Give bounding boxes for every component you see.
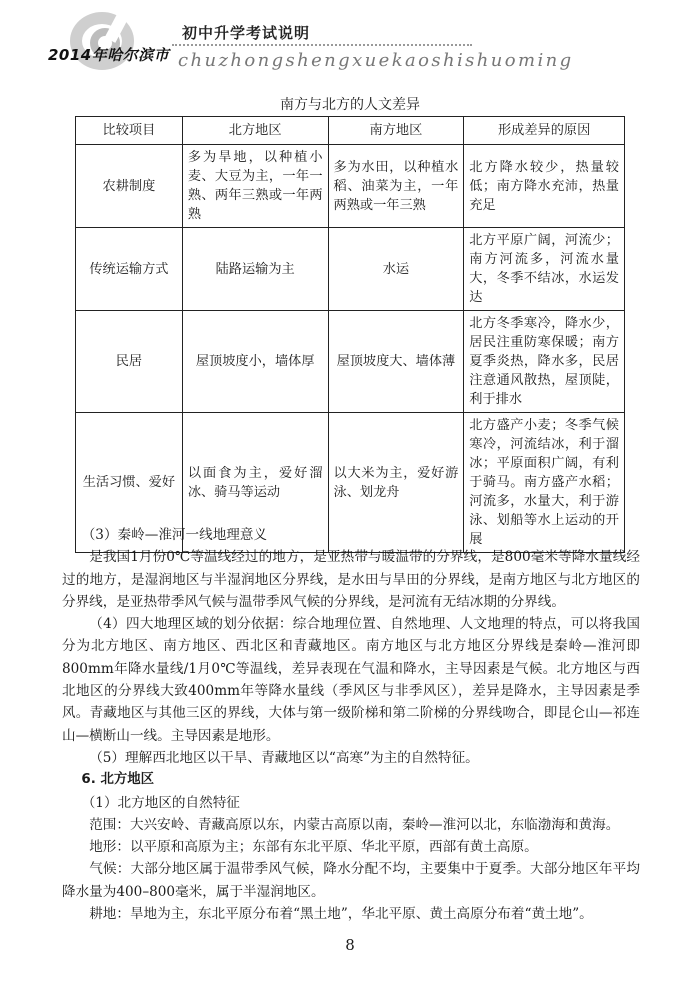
section-heading: 6. 北方地区 xyxy=(81,772,155,788)
table-row xyxy=(76,145,625,228)
table-title: 南方与北方的人文差异 xyxy=(280,97,420,113)
paragraph: （4）四大地理区域的划分依据：综合地理位置、自然地理、人文地理的特点，可以将我国分为北方地区、南方地区、西北区和青藏地区。南方地区与北方地区分界线是秦岭—淮河即800mm年降水量线/1月0℃等温线，差异表现在气温和降水，主导因素是气候。北方地区与西北地区的分界线大致400mm年等降水量线（季风区与非季风区），差异是降水，主导因素是季风。青藏地区与其他三区的界线，大体与第一级阶梯和第二阶梯的分界线吻合，即昆仑山—祁连山—横断山一线。主导因素是地形。 xyxy=(62,616,640,744)
book-title: 初中升学考试说明 xyxy=(182,24,311,42)
comparison-table xyxy=(75,116,625,553)
header-dotted-divider xyxy=(172,44,472,46)
paragraph: 是我国1月份0℃等温线经过的地方，是亚热带与暖温带的分界线，是800毫米等降水量线经过的地方，是湿润地区与半湿润地区分界线，是水田与旱田的分界线，是南方地区与北方地区的分界线，是亚热带季风气候与温带季风气候的分界线，是河流有无结冰期的分界线。 xyxy=(62,549,640,610)
table-cell-item: 民居 xyxy=(76,311,183,413)
table-header-cell: 南方地区 xyxy=(328,117,464,145)
subsection-heading: （3）秦岭—淮河一线地理意义 xyxy=(81,527,268,543)
page-number: 8 xyxy=(345,936,355,954)
paragraph: 气候：大部分地区属于温带季风气候，降水分配不均，主要集中于夏季。大部分地区年平均降水量为400–800毫米，属于半湿润地区。 xyxy=(62,861,640,900)
table-row xyxy=(76,228,625,311)
table-cell: 多为旱地，以种植小麦、大豆为主，一年一熟、两年三熟或一年两熟 xyxy=(182,145,328,228)
paragraph: （5）理解西北地区以干旱、青藏地区以“高寒”为主的自然特征。 xyxy=(89,749,479,766)
table-cell-item: 生活习惯、爱好 xyxy=(76,413,183,553)
year-title: 2014年哈尔滨市 xyxy=(48,46,170,64)
table-cell: 北方冬季寒冷，降水少，居民注重防寒保暖；南方夏季炎热，降水多，民居注意通风散热，屋顶陡，利于排水 xyxy=(464,311,625,413)
body-text xyxy=(62,524,640,925)
table-header-cell: 形成差异的原因 xyxy=(464,117,625,145)
table-header-cell: 比较项目 xyxy=(76,117,183,145)
table-cell: 北方盛产小麦；冬季气候寒冷，河流结冰，利于溜冰；平原面积广阔，有利于骑马。南方盛产水稻；河流多，水量大，利于游泳、划船等水上运动的开展 xyxy=(464,413,625,553)
table-header-cell: 北方地区 xyxy=(182,117,328,145)
table-cell-item: 传统运输方式 xyxy=(76,228,183,311)
circle-logo-icon xyxy=(64,8,142,76)
table-cell: 北方平原广阔，河流少；南方河流多，河流水量大，冬季不结冰，水运发达 xyxy=(464,228,625,311)
table-cell: 屋顶坡度大、墙体薄 xyxy=(328,311,464,413)
table-cell: 北方降水较少，热量较低；南方降水充沛，热量充足 xyxy=(464,145,625,228)
book-title-pinyin: chuzhongshengxuekaoshishuoming xyxy=(178,50,574,71)
paragraph: 耕地：旱地为主，东北平原分布着“黑土地”，华北平原、黄土高原分布着“黄土地”。 xyxy=(89,906,593,923)
table-cell: 屋顶坡度小，墙体厚 xyxy=(182,311,328,413)
table-cell: 水运 xyxy=(328,228,464,311)
table-cell: 陆路运输为主 xyxy=(182,228,328,311)
paragraph: 范围：大兴安岭、青藏高原以东，内蒙古高原以南，秦岭—淮河以北，东临渤海和黄海。 xyxy=(89,816,620,833)
table-row xyxy=(76,311,625,413)
table-cell-item: 农耕制度 xyxy=(76,145,183,228)
table-cell: 以面食为主，爱好溜冰、骑马等运动 xyxy=(182,413,328,553)
table-cell: 以大米为主，爱好游泳、划龙舟 xyxy=(328,413,464,553)
table-header-row xyxy=(76,117,625,145)
subsection-heading: （1）北方地区的自然特征 xyxy=(81,794,240,811)
table-cell: 多为水田，以种植水稻、油菜为主，一年两熟或一年三熟 xyxy=(328,145,464,228)
paragraph: 地形：以平原和高原为主；东部有东北平原、华北平原，西部有黄土高原。 xyxy=(89,839,538,856)
